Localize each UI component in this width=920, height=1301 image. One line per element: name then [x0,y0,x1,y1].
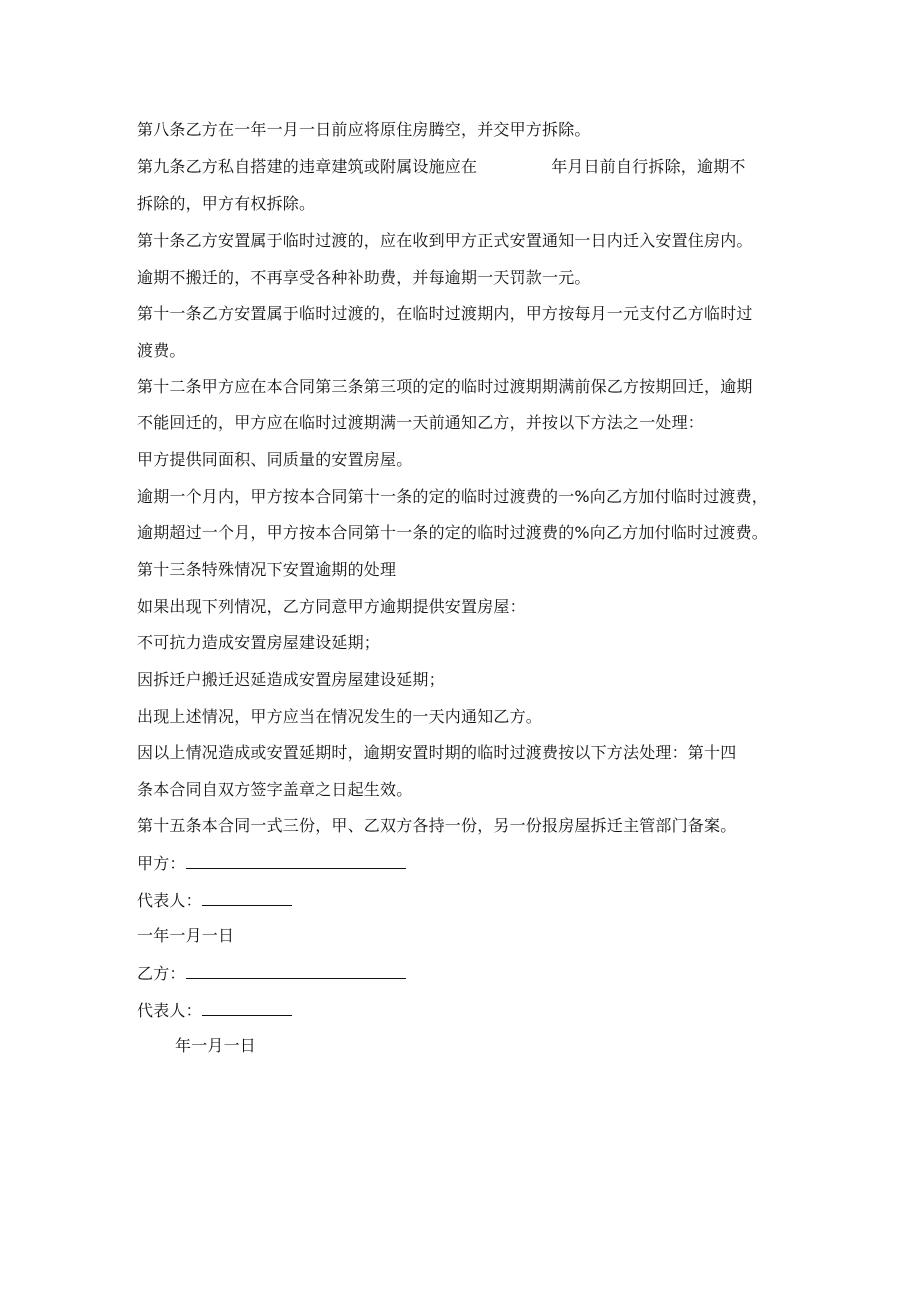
clause-9-line-1 [137,156,746,178]
date-a: 一年一月一日 [137,926,235,945]
rep-b-label: 代表人： [137,1001,202,1020]
party-b-signature [137,962,406,985]
rep-b-signature [137,999,292,1022]
clause-12-line-1: 第十二条甲方应在本合同第三条第三项的定的临时过渡期期满前保乙方按期回迁，逾期 [137,377,753,396]
party-b-label: 乙方： [137,964,186,983]
clause-12-item-2-line-1: 逾期一个月内，甲方按本合同第十一条的定的临时过渡费的一%向乙方加付临时过渡费， [137,487,769,506]
clause-13-item-2: 因拆迁户搬迁迟延造成安置房屋建设延期； [137,670,445,689]
clause-15: 第十五条本合同一式三份，甲、乙双方各持一份，另一份报房屋拆迁主管部门备案。 [137,816,737,835]
clause-14-line-2: 条本合同自双方签字盖章之日起生效。 [137,780,413,799]
clause-9-text-b: 年月日前自行拆除，逾期不 [551,157,746,176]
party-b-signature-line [186,962,406,979]
party-a-signature [137,852,406,875]
clause-10-line-2: 逾期不搬迁的，不再享受各种补助费，并每逾期一天罚款一元。 [137,268,591,287]
rep-a-signature-line [202,889,292,906]
clause-8: 第八条乙方在一年一月一日前应将原住房腾空，并交甲方拆除。 [137,120,591,139]
rep-a-label: 代表人： [137,891,202,910]
clause-9-text-a: 第九条乙方私自搭建的违章建筑或附属设施应在 [137,157,478,176]
clause-12-item-2-line-2: 逾期超过一个月，甲方按本合同第十一条的定的临时过渡费的%向乙方加付临时过渡费。 [137,523,769,542]
clause-12-item-1: 甲方提供同面积、同质量的安置房屋。 [137,450,413,469]
date-b: 年一月一日 [175,1036,257,1055]
clause-10-line-1: 第十条乙方安置属于临时过渡的，应在收到甲方正式安置通知一日内迁入安置住房内。 [137,231,753,250]
rep-a-signature [137,889,292,912]
clause-9-line-2: 拆除的，甲方有权拆除。 [137,194,316,213]
clause-11-line-1: 第十一条乙方安置属于临时过渡的，在临时过渡期内，甲方按每月一元支付乙方临时过 [137,304,753,323]
clause-11-line-2: 渡费。 [137,341,186,360]
clause-13-14-line-1: 因以上情况造成或安置延期时，逾期安置时期的临时过渡费按以下方法处理：第十四 [137,743,737,762]
clause-13-notice: 出现上述情况，甲方应当在情况发生的一天内通知乙方。 [137,707,543,726]
rep-b-signature-line [202,999,292,1016]
clause-13-intro: 如果出现下列情况，乙方同意甲方逾期提供安置房屋： [137,597,526,616]
party-a-label: 甲方： [137,854,186,873]
clause-13-title: 第十三条特殊情况下安置逾期的处理 [137,560,397,579]
clause-13-item-1: 不可抗力造成安置房屋建设延期； [137,633,381,652]
clause-12-line-2: 不能回迁的，甲方应在临时过渡期满一天前通知乙方，并按以下方法之一处理： [137,413,705,432]
party-a-signature-line [186,852,406,869]
